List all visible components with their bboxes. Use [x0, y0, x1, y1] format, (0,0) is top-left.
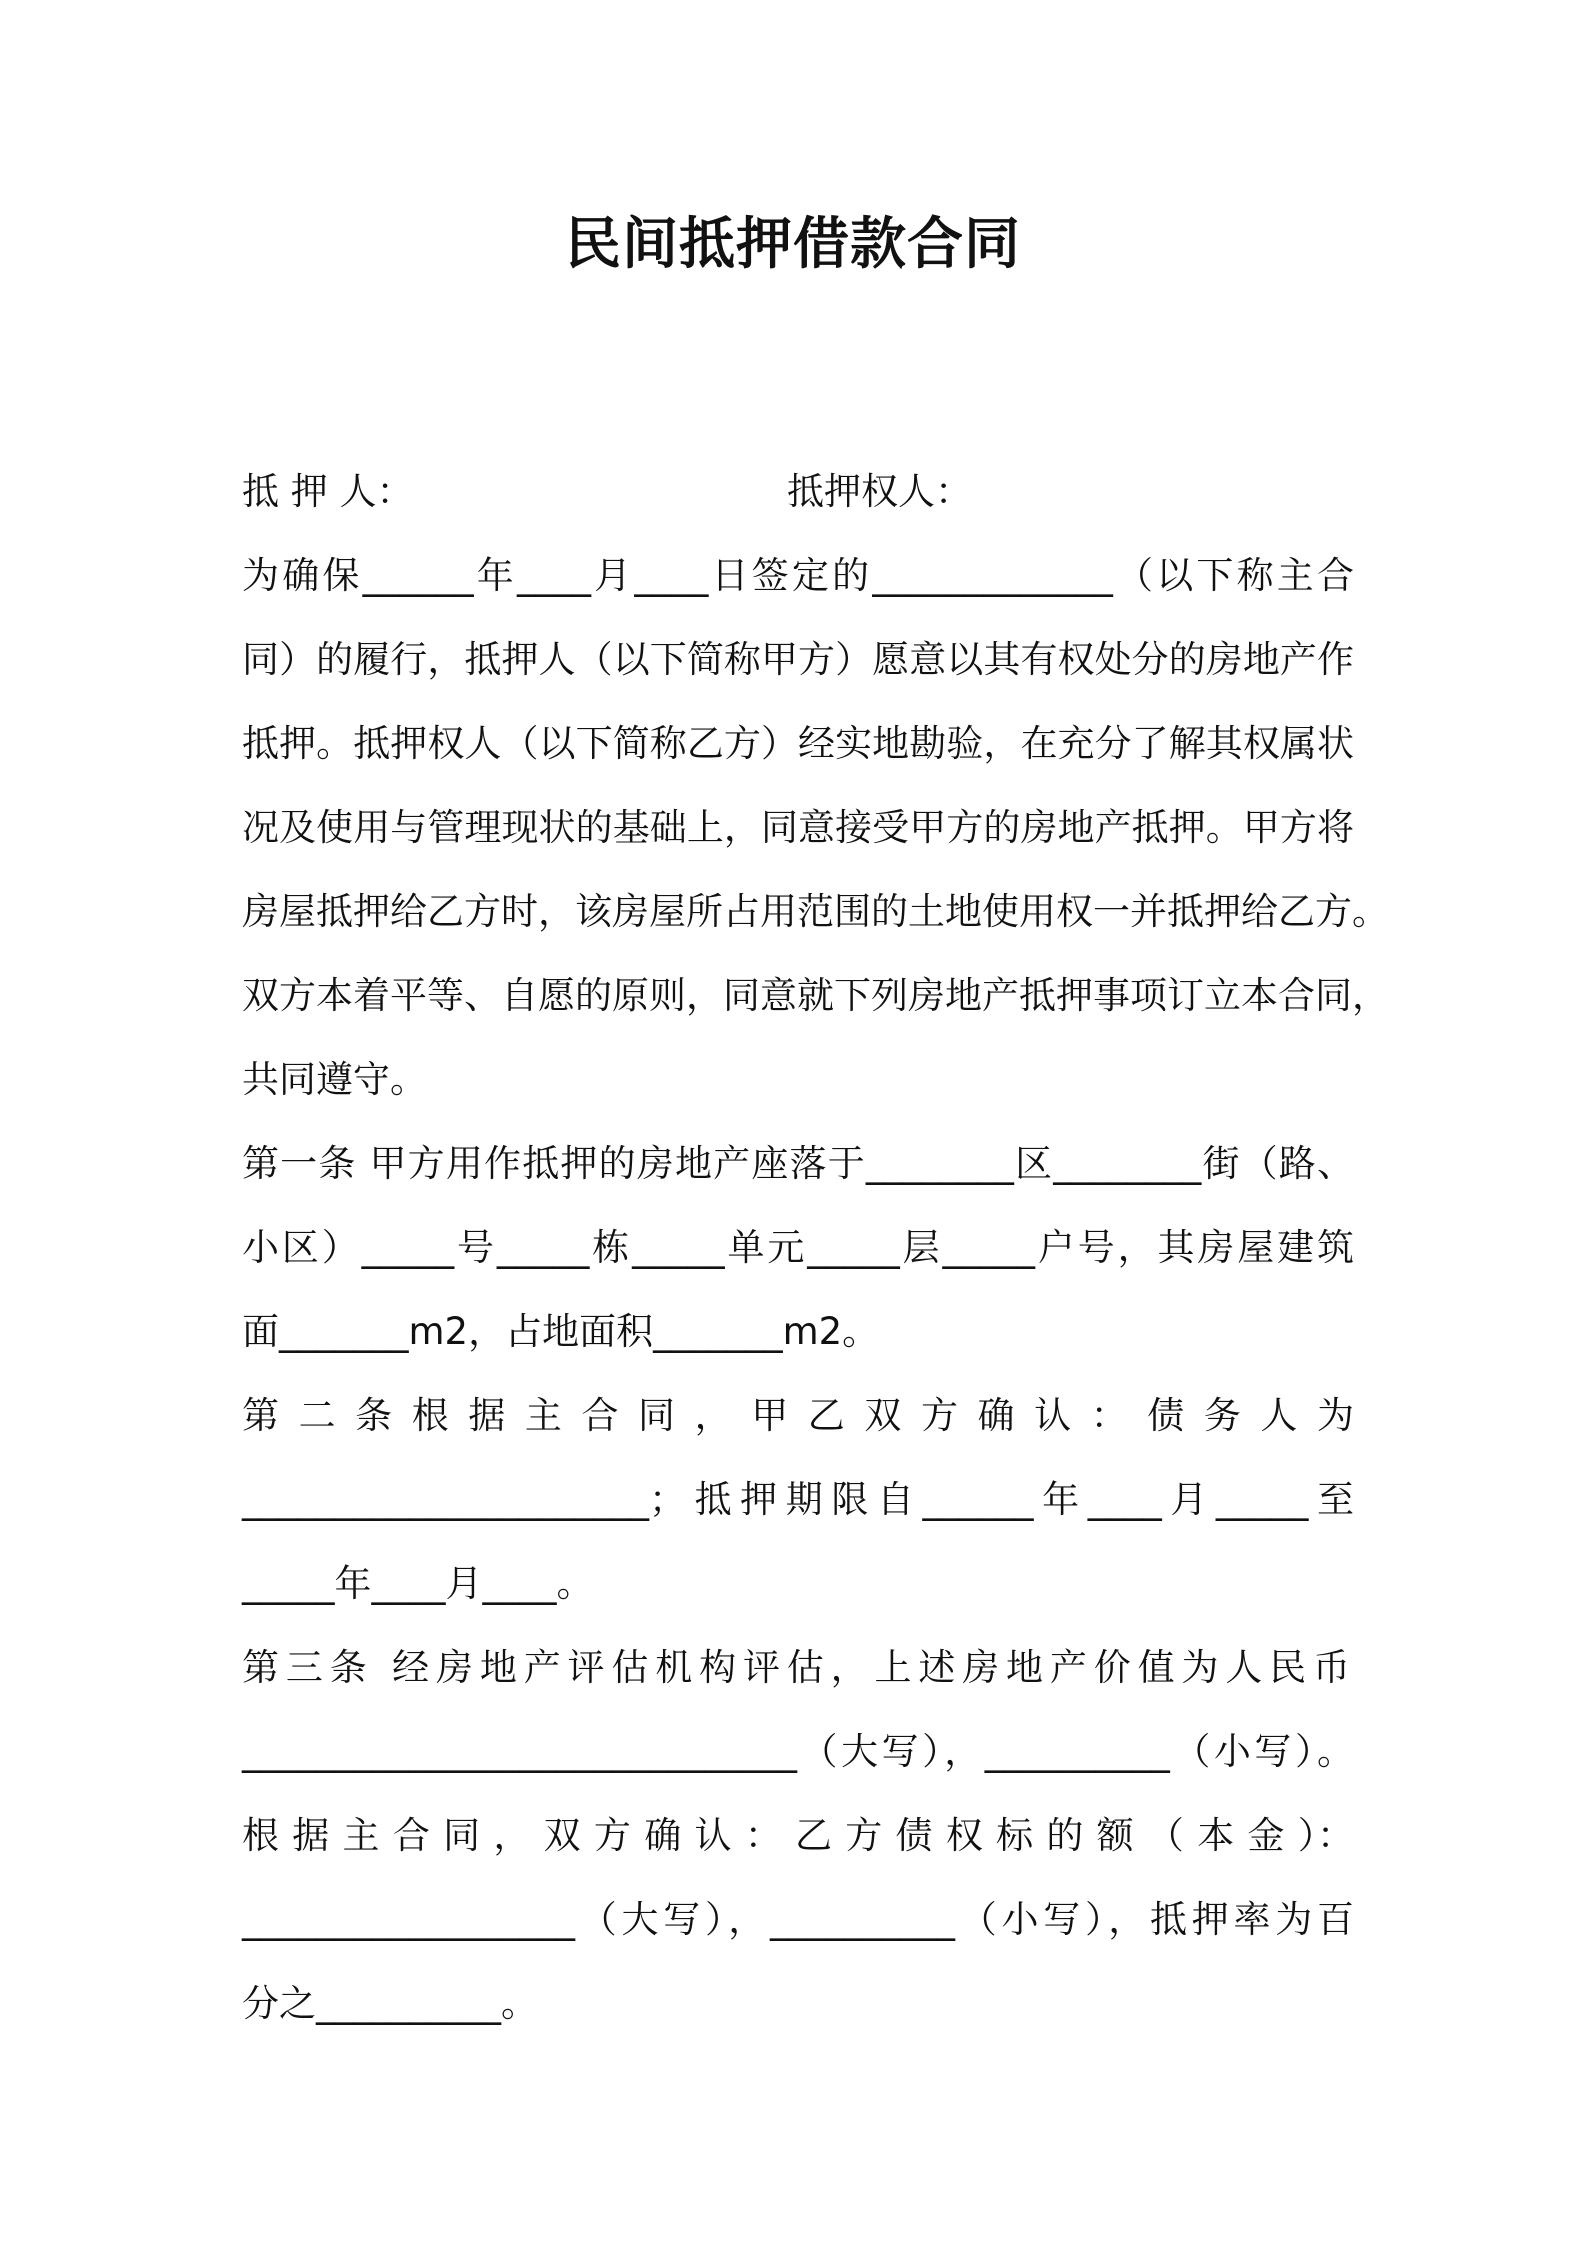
mortgagee-label: 抵押权人：: [787, 470, 972, 513]
document-title: 民间抵押借款合同: [565, 212, 1021, 277]
text-line: 抵押。抵押权人（以下简称乙方）经实地勘验，在充分了解其权属状: [242, 722, 1354, 765]
parties-line: [242, 450, 1354, 534]
article-3-line: 根 据 主 合 同 ， 双 方 确 认 ： 乙 方 债 权 标 的 额 （ 本 金 ）：: [242, 1814, 1354, 1857]
article-3-line: ______________________________（大写），__________（小写）。: [242, 1730, 1354, 1773]
text-line: 同）的履行，抵押人（以下简称甲方）愿意以其有权处分的房地产作: [242, 638, 1354, 681]
mortgagor-label: 抵 押 人：: [242, 470, 414, 513]
article-1-line: 小区）_____号_____栋_____单元_____层_____户号，其房屋建筑: [242, 1226, 1354, 1269]
article-3-line: 分之__________。: [242, 1982, 538, 2025]
text-line: 房屋抵押给乙方时，该房屋所占用范围的土地使用权一并抵押给乙方。: [242, 890, 1389, 933]
text-line: 为确保______年____月____日签定的_____________（以下称主合: [242, 554, 1354, 597]
article-3-line: __________________（大写），__________（小写），抵押率为百: [242, 1898, 1354, 1941]
article-1-line: 第一条 甲方用作抵押的房地产座落于________区________街（路、: [242, 1142, 1354, 1185]
text-line: 共同遵守。: [242, 1058, 427, 1101]
text-line: 双方本着平等、自愿的原则，同意就下列房地产抵押事项订立本合同，: [242, 974, 1389, 1017]
article-2-line: 第 二 条 根 据 主 合 同 ， 甲 乙 双 方 确 认 ： 债 务 人 为: [242, 1394, 1354, 1437]
text-line: 况及使用与管理现状的基础上，同意接受甲方的房地产抵押。甲方将: [242, 806, 1354, 849]
article-1-line: 面_______m2，占地面积_______m2。: [242, 1310, 880, 1353]
article-2-line: _____年____月____。: [242, 1562, 594, 1605]
document-body: [242, 450, 1389, 2046]
article-2-line: ______________________；抵押期限自______年____月_____至: [242, 1478, 1354, 1521]
article-3-line: 第三条 经房地产评估机构评估，上述房地产价值为人民币: [242, 1646, 1354, 1689]
